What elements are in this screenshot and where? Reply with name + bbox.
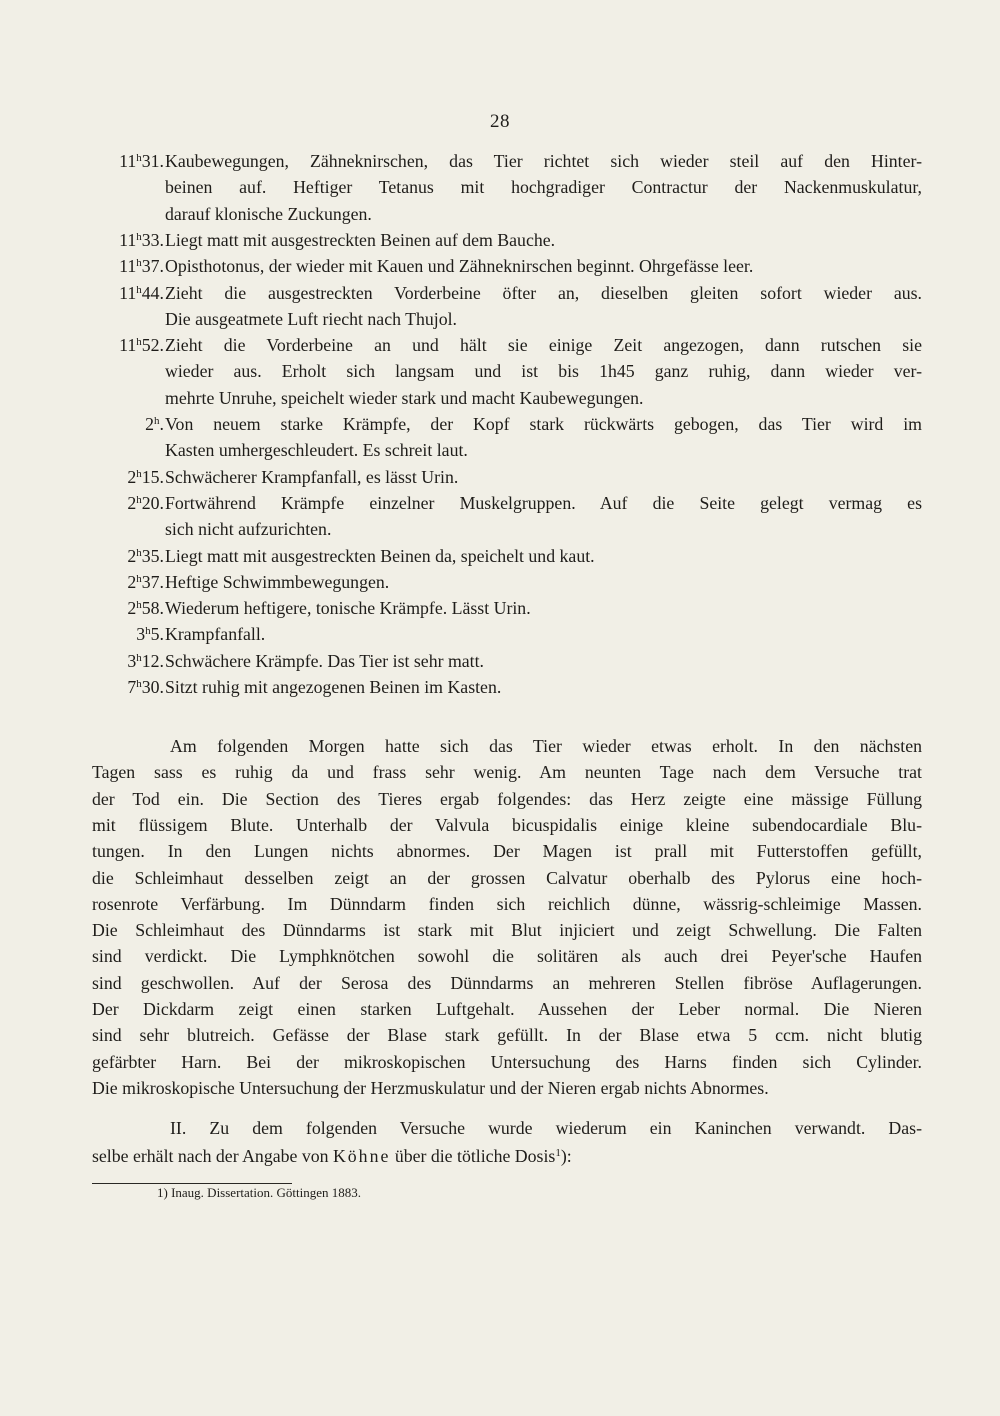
timestamp-h-marker: h — [154, 415, 160, 427]
paragraph-2-text-before: selbe erhält nach der Angabe von — [92, 1146, 329, 1166]
log-entry-line — [92, 594, 922, 622]
log-entry-line — [92, 673, 922, 701]
timestamp-hour: 2 — [127, 598, 137, 619]
timestamp-hour: 2 — [127, 571, 137, 592]
log-entry-line — [92, 305, 922, 333]
paragraph-line: Der Dickdarm zeigt einen starken Luftgehalt. Aussehen der Leber normal. Die Nieren — [92, 999, 922, 1019]
timestamp-h-marker: h — [136, 230, 142, 243]
log-entry-text: darauf klonische Zuckungen. — [165, 203, 372, 224]
log-entry-text: Schwächerer Krampfanfall, es lässt Urin. — [165, 466, 459, 487]
log-entry-line — [92, 279, 922, 307]
timestamp-minute: 37. — [141, 256, 164, 277]
log-entry-text: Opisthotonus, der wieder mit Kauen und Zähneknirschen beginnt. Ohrgefässe leer. — [165, 256, 754, 277]
log-entry-text: Von neuem starke Krämpfe, der Kopf stark rückwärts gebogen, das Tier wird im — [165, 414, 922, 434]
paragraph-line: Am folgenden Morgen hatte sich das Tier wieder etwas erholt. In den nächsten — [170, 736, 922, 756]
timestamp-minute: 12. — [141, 650, 164, 671]
timestamp-hour: 3 — [136, 624, 146, 645]
log-timestamp — [92, 410, 164, 438]
log-timestamp — [92, 279, 164, 307]
timestamp-minute: 5. — [150, 624, 164, 645]
log-entry-text: Zieht die Vorderbeine an und hält sie einige Zeit angezogen, dann rutschen sie — [165, 335, 922, 356]
log-entry-line — [92, 515, 922, 543]
log-entry-line — [92, 463, 922, 491]
timestamp-h-marker: h — [136, 493, 142, 506]
log-entry-text: Kasten umhergeschleudert. Es schreit laut. — [165, 440, 468, 461]
timestamp-h-marker: h — [136, 467, 142, 480]
paragraph-line: die Schleimhaut desselben zeigt an der grossen Calvatur oberhalb des Pylorus eine hoch- — [92, 867, 922, 888]
paragraph-2-text-after: über die tötliche Dosis — [394, 1146, 556, 1166]
log-entry-text: Liegt matt mit ausgestreckten Beinen da, speichelt und kaut. — [165, 545, 595, 566]
timestamp-minute: . — [159, 414, 164, 434]
log-timestamp — [92, 542, 164, 570]
timestamp-minute: 44. — [141, 282, 164, 303]
log-entry-line — [92, 384, 922, 412]
log-entry-text: Sitzt ruhig mit angezogenen Beinen im Kasten. — [165, 677, 502, 697]
paragraph-line: sind verdickt. Die Lymphknötchen sowohl die solitären als auch drei Peyer'sche Haufen — [92, 946, 922, 967]
timestamp-minute: 52. — [141, 335, 164, 356]
log-entry-line — [92, 568, 922, 596]
page-number: 28 — [490, 111, 510, 132]
timestamp-h-marker: h — [136, 336, 142, 349]
log-timestamp — [92, 226, 164, 254]
log-entry-text: Liegt matt mit ausgestreckten Beinen auf dem Bauche. — [165, 229, 556, 250]
paragraph-2-text-end: ): — [560, 1146, 572, 1166]
timestamp-hour: 11 — [119, 335, 137, 356]
timestamp-hour: 11 — [119, 151, 137, 171]
log-entry-text: wieder aus. Erholt sich langsam und ist bis 1h45 ganz ruhig, dann wieder ver- — [165, 361, 922, 382]
paragraph-line: Die mikroskopische Untersuchung der Herzmuskulatur und der Nieren ergab nichts Abnormes. — [92, 1077, 769, 1098]
log-entry-text: Wiederum heftigere, tonische Krämpfe. Lässt Urin. — [165, 598, 531, 619]
timestamp-hour: 3 — [127, 650, 137, 671]
timestamp-hour: 11 — [119, 282, 137, 303]
author-name: Köhne — [332, 1146, 391, 1166]
timestamp-hour: 2 — [145, 414, 155, 434]
log-entry-line — [92, 410, 922, 438]
paragraph-2-line-1: II. Zu dem folgenden Versuche wurde wiederum ein Kaninchen verwandt. Das- — [170, 1118, 922, 1138]
timestamp-h-marker: h — [136, 651, 142, 664]
timestamp-h-marker: h — [136, 572, 142, 585]
timestamp-minute: 35. — [141, 545, 164, 566]
log-entry-text: Heftige Schwimmbewegungen. — [165, 571, 390, 592]
log-timestamp — [92, 147, 164, 175]
log-entry-text: sich nicht aufzurichten. — [165, 519, 332, 540]
log-entry-line — [92, 542, 922, 570]
log-entry-line — [92, 173, 922, 201]
log-entry-text: Kaubewegungen, Zähneknirschen, das Tier richtet sich wieder steil auf den Hinter- — [165, 151, 922, 171]
timestamp-h-marker: h — [136, 257, 142, 270]
log-entry-text: Zieht die ausgestreckten Vorderbeine öfter an, dieselben gleiten sofort wieder aus. — [165, 282, 922, 303]
timestamp-h-marker: h — [136, 546, 142, 559]
log-timestamp — [92, 647, 164, 675]
log-entry-line — [92, 200, 922, 228]
timestamp-h-marker: h — [136, 599, 142, 612]
log-entry-line — [92, 620, 922, 648]
log-entry-line — [92, 489, 922, 517]
timestamp-hour: 7 — [127, 677, 137, 697]
timestamp-hour: 11 — [119, 229, 137, 250]
paragraph-line: der Tod ein. Die Section des Tieres ergab folgendes: das Herz zeigte eine mässige Füllung — [92, 788, 922, 809]
timestamp-hour: 2 — [127, 545, 137, 566]
timestamp-minute: 20. — [141, 492, 164, 513]
timestamp-h-marker: h — [136, 678, 142, 690]
log-timestamp — [92, 252, 164, 280]
log-timestamp — [92, 594, 164, 622]
log-timestamp — [92, 673, 164, 701]
log-timestamp — [92, 568, 164, 596]
paragraph-line: gefärbter Harn. Bei der mikroskopischen Untersuchung des Harns finden sich Cylinder. — [92, 1051, 922, 1072]
log-entry-text: Die ausgeatmete Luft riecht nach Thujol. — [165, 308, 457, 329]
timestamp-minute: 37. — [141, 571, 164, 592]
log-timestamp — [92, 463, 164, 491]
timestamp-h-marker: h — [136, 152, 142, 164]
log-entry-line — [92, 226, 922, 254]
log-entry-text: beinen auf. Heftiger Tetanus mit hochgradiger Contractur der Nackenmuskulatur, — [165, 177, 922, 198]
log-entry-line — [92, 357, 922, 385]
paragraph-2-line-2 — [92, 1142, 922, 1170]
timestamp-minute: 15. — [141, 466, 164, 487]
log-timestamp — [92, 620, 164, 648]
log-entry-text: mehrte Unruhe, speichelt wieder stark und macht Kaubewegungen. — [165, 387, 644, 408]
timestamp-h-marker: h — [136, 283, 142, 296]
paragraph-line: sind geschwollen. Auf der Serosa des Dünndarms an mehreren Stellen fibröse Auflagerungen. — [92, 972, 922, 993]
timestamp-h-marker: h — [145, 625, 151, 638]
paragraph-line: rosenrote Verfärbung. Im Dünndarm finden sich reichlich dünne, wässrig-schleimige Massen. — [92, 893, 922, 914]
log-entry-line — [92, 331, 922, 359]
paragraph-line: tungen. In den Lungen nichts abnormes. Der Magen ist prall mit Futterstoffen gefüllt, — [92, 841, 922, 862]
paragraph-line: Tagen sass es ruhig da und frass sehr wenig. Am neunten Tage nach dem Versuche trat — [92, 762, 922, 783]
timestamp-hour: 2 — [127, 492, 137, 513]
timestamp-minute: 30. — [141, 677, 164, 697]
log-entry-line — [92, 252, 922, 280]
log-entry-line — [92, 436, 922, 464]
timestamp-minute: 33. — [141, 229, 164, 250]
paragraph-line: mit flüssigem Blute. Unterhalb der Valvula bicuspidalis einige kleine subendocardiale Blu- — [92, 814, 922, 835]
log-timestamp — [92, 331, 164, 359]
timestamp-minute: 31. — [141, 151, 164, 171]
log-entry-text: Fortwährend Krämpfe einzelner Muskelgruppen. Auf die Seite gelegt vermag es — [165, 492, 922, 513]
log-entry-line — [92, 647, 922, 675]
paragraph-line: Die Schleimhaut des Dünndarms ist stark mit Blut injiciert und zeigt Schwellung. Die Falten — [92, 920, 922, 941]
footnote: 1) Inaug. Dissertation. Göttingen 1883. — [157, 1185, 361, 1200]
log-entry-text: Krampfanfall. — [165, 624, 266, 645]
log-entry-text: Schwächere Krämpfe. Das Tier ist sehr matt. — [165, 650, 484, 671]
log-entry-line — [92, 147, 922, 175]
timestamp-minute: 58. — [141, 598, 164, 619]
timestamp-hour: 11 — [119, 256, 137, 277]
timestamp-hour: 2 — [127, 466, 137, 487]
paragraph-line: sind sehr blutreich. Gefässe der Blase stark gefüllt. In der Blase etwa 5 ccm. nicht blutig — [92, 1025, 922, 1046]
footnote-reference: 1 — [555, 1147, 561, 1159]
log-timestamp — [92, 489, 164, 517]
